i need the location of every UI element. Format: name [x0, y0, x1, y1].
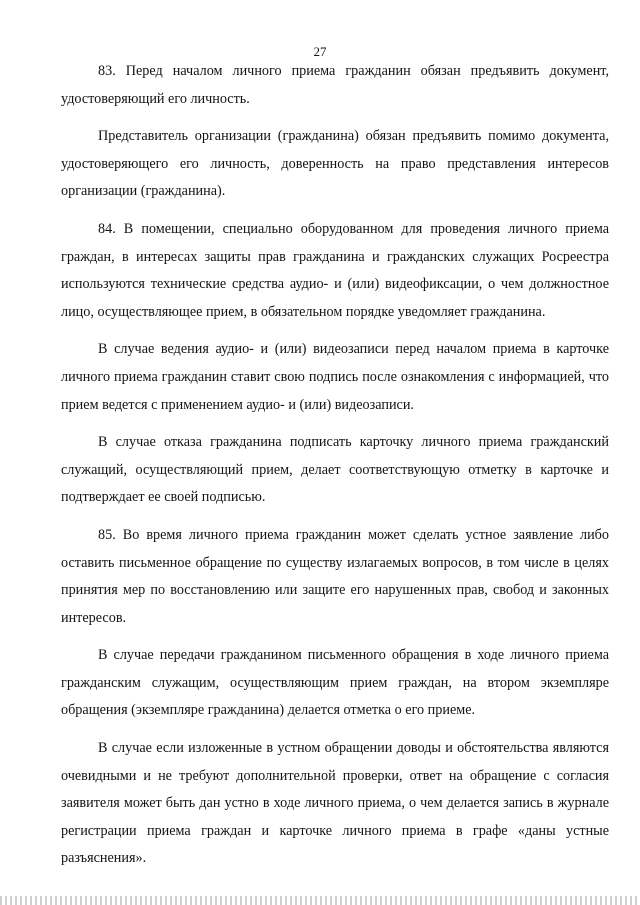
- paragraph-representative: Представитель организации (гражданина) обязан предъявить помимо документа, удостоверяющего его личность, доверенность на право представления интересов организации (гражданина).: [61, 128, 609, 200]
- paragraph-refusal: В случае отказа гражданина подписать карточку личного приема гражданский служащий, осуществляющий прием, делает соответствующую отметку в карточке и подтверждает ее своей подписью.: [61, 434, 609, 506]
- page-number: 27: [313, 44, 327, 59]
- document-body: [61, 58, 609, 883]
- paragraph-84: 84. В помещении, специально оборудованном для проведения личного приема граждан, в интересах защиты прав гражданина и гражданских служащих Росреестра используются технические средства аудио- и (или) видеофиксации, о чем должностное лицо, осуществляющее прием, в обязательном порядке уведомляет гражданина.: [61, 220, 609, 320]
- paragraph-oral-answer: В случае если изложенные в устном обращении доводы и обстоятельства являются очевидными и не требуют дополнительной проверки, ответ на обращение с согласия заявителя может быть дан устно в ходе личного приема, о чем делается запись в журнале регистрации приема граждан и карточке личного приема в графе «даны устные разъяснения».: [61, 740, 609, 867]
- paragraph-written-appeal: В случае передачи гражданином письменного обращения в ходе личного приема гражданским служащим, осуществляющим прием граждан, на втором экземпляре обращения (экземпляре гражданина) делается отметка о его приеме.: [61, 647, 609, 719]
- paragraph-85: 85. Во время личного приема гражданин может сделать устное заявление либо оставить письменное обращение по существу излагаемых вопросов, в том числе в целях принятия мер по восстановлению или защите его нарушенных прав, свобод и законных интересов.: [61, 526, 609, 626]
- paragraph-83: 83. Перед началом личного приема гражданин обязан предъявить документ, удостоверяющий его личность.: [61, 63, 609, 107]
- paragraph-recording: В случае ведения аудио- и (или) видеозаписи перед началом приема в карточке личного приема гражданин ставит свою подпись после ознакомления с информацией, что прием ведется с применением аудио- и (или) видеозаписи.: [61, 341, 609, 413]
- scan-edge: [0, 896, 640, 905]
